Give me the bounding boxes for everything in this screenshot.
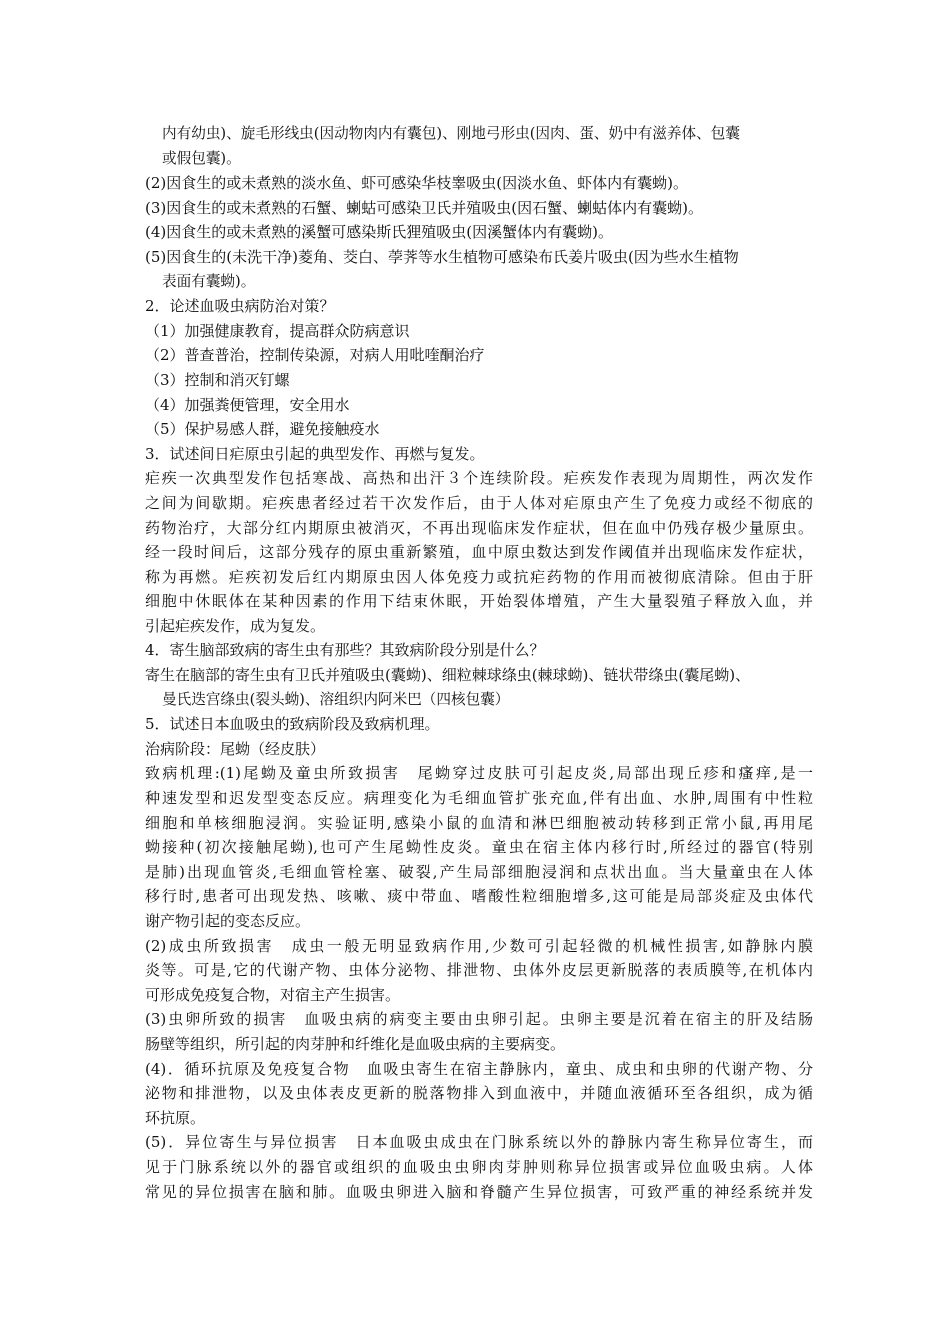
text-line: (2)成虫所致损害 成虫一般无明显致病作用,少数可引起轻微的机械性损害,如静脉内膜 (145, 936, 813, 955)
text-line: 2．论述血吸虫病防治对策？ (145, 297, 335, 316)
text-line: 5．试述日本血吸虫的致病阶段及致病机理。 (145, 715, 440, 734)
text-line: (3)虫卵所致的损害 血吸虫病的病变主要由虫卵引起。虫卵主要是沉着在宿主的肝及结肠 (145, 1010, 813, 1029)
text-line: 治病阶段：尾蚴（经皮肤） (145, 739, 326, 758)
text-line: 细胞中休眠体在某种因素的作用下结束休眠，开始裂体增殖，产生大量裂殖子释放入血，并 (145, 592, 813, 611)
text-line: 引起疟疾发作，成为复发。 (145, 616, 326, 635)
text-line: 肠壁等组织，所引起的肉芽肿和纤维化是血吸虫病的主要病变。 (145, 1034, 566, 1053)
document-page (145, 122, 813, 1204)
text-line: 4．寄生脑部致病的寄生虫有那些？其致病阶段分别是什么？ (145, 641, 545, 660)
text-line: 内有幼虫)、旋毛形线虫(因动物肉内有囊包)、刚地弓形虫(因肉、蛋、奶中有滋养体、包囊 (162, 125, 740, 142)
text-line: 曼氏迭宫绦虫(裂头蚴)、溶组织内阿米巴（四核包囊） (162, 690, 510, 708)
text-line: 谢产物引起的变态反应。 (145, 912, 311, 930)
text-line: 炎等。可是,它的代谢产物、虫体分泌物、排泄物、虫体外皮层更新脱落的表质膜等,在机体内 (145, 961, 813, 980)
text-line: 可形成免疫复合物，对宿主产生损害。 (145, 985, 401, 1004)
text-line: 表面有囊蚴)。 (162, 272, 256, 290)
text-line: 药物治疗，大部分红内期原虫被消灭，不再出现临床发作症状，但在血中仍残存极少量原虫。 (145, 518, 813, 537)
text-line: 或假包囊)。 (162, 149, 241, 167)
text-line: （1）加强健康教育，提高群众防病意识 (145, 321, 410, 340)
text-line: 疟疾一次典型发作包括寒战、高热和出汗３个连续阶段。疟疾发作表现为周期性，两次发作 (145, 469, 813, 488)
text-line: 种速发型和迟发型变态反应。病理变化为毛细血管扩张充血,伴有出血、水肿,周围有中性粒 (145, 789, 813, 808)
text-line: 常见的异位损害在脑和肺。血吸虫卵进入脑和脊髓产生异位损害，可致严重的神经系统并发 (145, 1182, 813, 1201)
text-line: 环抗原。 (145, 1108, 206, 1127)
text-line: （5）保护易感人群，避免接触疫水 (145, 420, 380, 439)
text-line: 见于门脉系统以外的器官或组织的血吸虫虫卵肉芽肿则称异位损害或异位血吸虫病。人体 (145, 1157, 813, 1176)
text-line: 移行时,患者可出现发热、咳嗽、痰中带血、嗜酸性粒细胞增多,这可能是局部炎症及虫体代 (145, 887, 813, 906)
text-line: 致病机理:(1)尾蚴及童虫所致损害 尾蚴穿过皮肤可引起皮炎,局部出现丘疹和瘙痒,是一 (145, 764, 813, 783)
text-line: 泌物和排泄物，以及虫体表皮更新的脱落物排入到血液中，并随血液循环至各组织，成为循 (145, 1084, 813, 1103)
text-line: （2）普查普治，控制传染源，对病人用吡喹酮治疗 (145, 346, 485, 365)
text-line: (3)因食生的或未煮熟的石蟹、蝲蛄可感染卫氏并殖吸虫(因石蟹、蝲蛄体内有囊蚴)。 (145, 198, 703, 217)
text-line: （4）加强粪便管理，安全用水 (145, 395, 350, 414)
text-line: 是肺)出现血管炎,毛细血管栓塞、破裂,产生局部细胞浸润和点状出血。当大量童虫在人体 (145, 862, 813, 881)
text-line: （3）控制和消灭钉螺 (145, 370, 290, 389)
text-line: (5)因食生的(未洗干净)菱角、茭白、荸荠等水生植物可感染布氏姜片吸虫(因为些水生植物 (145, 247, 739, 266)
text-line: 之间为间歇期。疟疾患者经过若干次发作后，由于人体对疟原虫产生了免疫力或经不彻底的 (145, 493, 813, 512)
text-line: (5)．异位寄生与异位损害 日本血吸虫成虫在门脉系统以外的静脉内寄生称异位寄生，而 (145, 1133, 813, 1152)
text-line: 3．试述间日疟原虫引起的典型发作、再燃与复发。 (145, 444, 485, 463)
text-line: 经一段时间后，这部分残存的原虫重新繁殖，血中原虫数达到发作阈值并出现临床发作症状， (145, 543, 813, 562)
text-line: 蚴接种(初次接触尾蚴),也可产生尾蚴性皮炎。童虫在宿主体内移行时,所经过的器官(特别 (145, 838, 813, 857)
text-line: (4)．循环抗原及免疫复合物 血吸虫寄生在宿主静脉内，童虫、成虫和虫卵的代谢产物、分 (145, 1059, 813, 1078)
text-line: 称为再燃。疟疾初发后红内期原虫因人体免疫力或抗疟药物的作用而被彻底清除。但由于肝 (145, 567, 813, 586)
text-line: 寄生在脑部的寄生虫有卫氏并殖吸虫(囊蚴)、细粒棘球绦虫(棘球蚴)、链状带绦虫(囊尾蚴)、 (145, 666, 751, 685)
text-line: (4)因食生的或未煮熟的溪蟹可感染斯氏狸殖吸虫(因溪蟹体内有囊蚴)。 (145, 223, 613, 242)
text-line: 细胞和单核细胞浸润。实验证明,感染小鼠的血清和淋巴细胞被动转移到正常小鼠,再用尾 (145, 813, 813, 832)
text-line: (2)因食生的或未煮熟的淡水鱼、虾可感染华枝睾吸虫(因淡水鱼、虾体内有囊蚴)。 (145, 174, 688, 193)
